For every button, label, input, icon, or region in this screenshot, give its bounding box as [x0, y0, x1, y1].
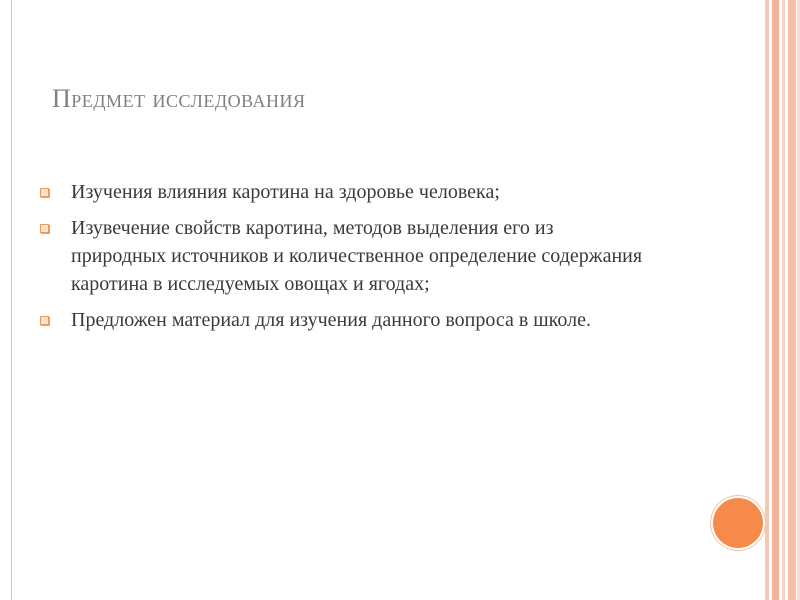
slide-title: Предмет исследования	[52, 84, 306, 113]
decorative-stripe	[788, 0, 796, 600]
bullet-text: Изувечение свойств каротина, методов выделения его из природных источников и количественное определение содержания каротина в исследуемых овощах и ягодах;	[71, 217, 643, 295]
bullet-list	[40, 178, 720, 342]
bullet-item	[40, 306, 720, 334]
bullet-item	[40, 178, 720, 206]
decorative-stripe	[782, 0, 785, 600]
decorative-stripe	[772, 0, 779, 600]
orange-circle-decoration	[713, 498, 763, 548]
square-bullet-icon	[40, 316, 49, 325]
square-bullet-icon	[40, 188, 49, 197]
bullet-item	[40, 214, 720, 298]
decorative-stripe	[765, 0, 769, 600]
left-border-line	[11, 0, 12, 600]
bullet-text: Предложен материал для изучения данного вопроса в школе.	[71, 309, 591, 331]
bullet-text: Изучения влияния каротина на здоровье человека;	[71, 181, 500, 203]
square-bullet-icon	[40, 224, 49, 233]
